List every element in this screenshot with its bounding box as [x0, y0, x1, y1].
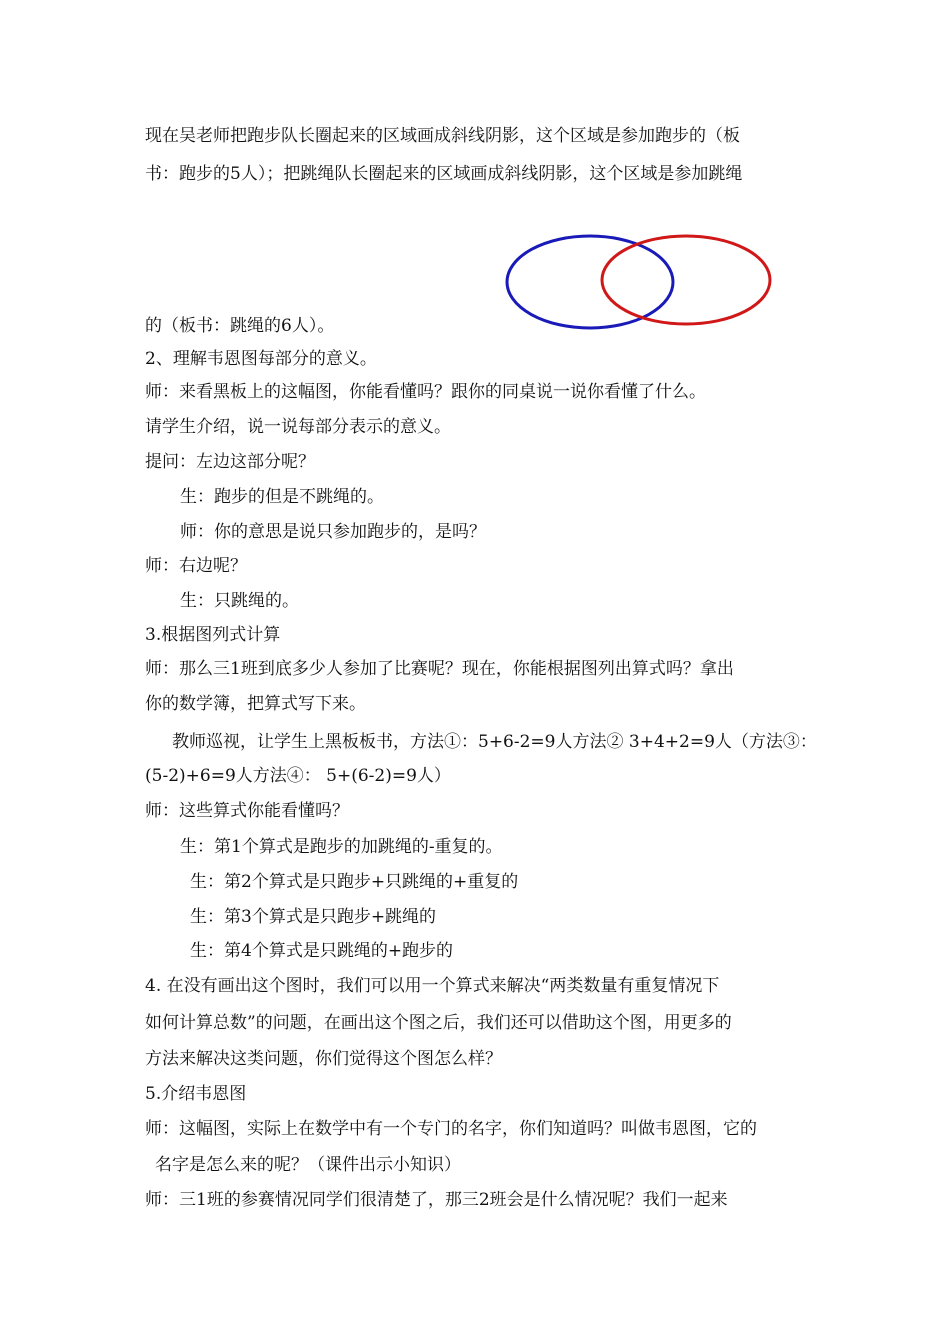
text-line: 生：第3个算式是只跑步+跳绳的: [190, 907, 437, 927]
text-line: (5-2)+6=9人方法④： 5+(6-2)=9人）: [145, 766, 451, 786]
section-heading: 3.根据图列式计算: [145, 625, 281, 645]
section-heading: 2、理解韦恩图每部分的意义。: [145, 349, 377, 369]
text-line: 教师巡视，让学生上黑板板书，方法①：5+6-2=9人方法② 3+4+2=9人（方法③：: [172, 732, 817, 752]
text-line: 师：你的意思是说只参加跑步的，是吗？: [180, 522, 486, 542]
text-line: 生：第4个算式是只跳绳的+跑步的: [190, 941, 454, 961]
text-line: 生：只跳绳的。: [180, 591, 299, 611]
section-heading: 5.介绍韦恩图: [145, 1084, 247, 1104]
text-line: 名字是怎么来的呢？（课件出示小知识）: [155, 1155, 461, 1175]
text-line: 现在吴老师把跑步队长圈起来的区域画成斜线阴影，这个区域是参加跑步的（板: [145, 126, 740, 146]
text-line: 如何计算总数”的问题，在画出这个图之后，我们还可以借助这个图，用更多的: [145, 1013, 732, 1033]
text-line: 的（板书：跳绳的6人）。: [145, 316, 335, 336]
text-line: 师：三1班的参赛情况同学们很清楚了，那三2班会是什么情况呢？我们一起来: [145, 1190, 728, 1210]
text-line: 书：跑步的5人）；把跳绳队长圈起来的区域画成斜线阴影，这个区域是参加跳绳: [145, 164, 743, 184]
section-heading: 4. 在没有画出这个图时，我们可以用一个算式来解决“两类数量有重复情况下: [145, 976, 720, 996]
text-line: 师：右边呢？: [145, 556, 247, 576]
text-line: 师：这幅图，实际上在数学中有一个专门的名字，你们知道吗？叫做韦恩图，它的: [145, 1119, 757, 1139]
venn-left-circle: [507, 236, 673, 328]
text-line: 师：这些算式你能看懂吗？: [145, 801, 349, 821]
text-line: 请学生介绍，说一说每部分表示的意义。: [145, 417, 451, 437]
venn-right-circle: [602, 236, 770, 324]
text-line: 方法来解决这类问题，你们觉得这个图怎么样？: [145, 1049, 502, 1069]
text-line: 师：来看黑板上的这幅图，你能看懂吗？跟你的同桌说一说你看懂了什么。: [145, 382, 706, 402]
text-line: 你的数学簿，把算式写下来。: [145, 694, 366, 714]
text-line: 师：那么三1班到底多少人参加了比赛呢？现在，你能根据图列出算式吗？拿出: [145, 659, 734, 679]
text-line: 生：第1个算式是跑步的加跳绳的-重复的。: [180, 837, 503, 857]
text-line: 生：跑步的但是不跳绳的。: [180, 487, 384, 507]
text-line: 生：第2个算式是只跑步+只跳绳的+重复的: [190, 872, 519, 892]
text-line: 提问：左边这部分呢？: [145, 452, 315, 472]
